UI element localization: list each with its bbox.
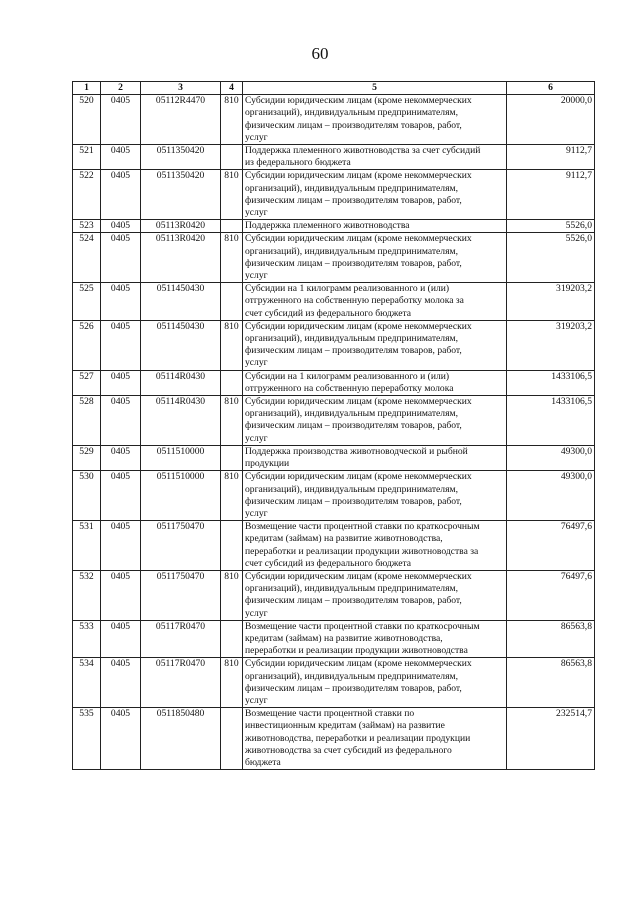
target-article-code: 0511450430 bbox=[141, 283, 221, 321]
table-row bbox=[73, 396, 595, 446]
item-name-line: физическим лицам – производителям товаров, работ, bbox=[245, 119, 462, 131]
amount: 49300,0 bbox=[507, 471, 595, 521]
item-name-line: животноводства, переработки и реализации продукции bbox=[245, 732, 471, 744]
table-row bbox=[73, 620, 595, 658]
item-name-line: инвестиционным кредитам (займам) на развитие bbox=[245, 720, 445, 732]
item-name-line: физическим лицам – производителям товаров, работ, bbox=[245, 595, 462, 607]
amount: 86563,8 bbox=[507, 658, 595, 708]
table-row bbox=[73, 220, 595, 233]
item-name-line: организаций), индивидуальным предпринимателям, bbox=[245, 483, 458, 495]
item-name-line: животноводства за счет субсидий из федерального bbox=[245, 744, 452, 756]
target-article-code: 05112R4470 bbox=[141, 95, 221, 145]
item-name-line: продукции bbox=[245, 458, 290, 470]
amount: 76497,6 bbox=[507, 570, 595, 620]
amount: 5526,0 bbox=[507, 233, 595, 283]
row-number: 535 bbox=[73, 708, 101, 770]
item-name-line: счет субсидий из федерального бюджета bbox=[245, 307, 412, 319]
row-number: 530 bbox=[73, 471, 101, 521]
item-name-line: Поддержка производства животноводческой и рыбной bbox=[245, 445, 468, 457]
item-name bbox=[243, 370, 507, 395]
section-code: 0405 bbox=[101, 370, 141, 395]
item-name-line: физическим лицам – производителям товаров, работ, bbox=[245, 194, 462, 206]
expense-type-code: 810 bbox=[221, 95, 243, 145]
expense-type-code bbox=[221, 283, 243, 321]
row-number: 534 bbox=[73, 658, 101, 708]
row-number: 526 bbox=[73, 320, 101, 370]
item-name-line: Субсидии на 1 килограмм реализованного и (или) bbox=[245, 283, 450, 295]
table-row bbox=[73, 233, 595, 283]
item-name-line: переработки и реализации продукции животноводства bbox=[245, 645, 468, 657]
item-name bbox=[243, 220, 507, 233]
table-row bbox=[73, 445, 595, 470]
expense-type-code bbox=[221, 220, 243, 233]
item-name-line: Субсидии юридическим лицам (кроме некоммерческих bbox=[245, 471, 472, 483]
target-article-code: 0511450430 bbox=[141, 320, 221, 370]
amount: 1433106,5 bbox=[507, 370, 595, 395]
item-name-line: Субсидии юридическим лицам (кроме некоммерческих bbox=[245, 233, 472, 245]
row-number: 520 bbox=[73, 95, 101, 145]
row-number: 533 bbox=[73, 620, 101, 658]
table-row bbox=[73, 95, 595, 145]
expense-type-code bbox=[221, 708, 243, 770]
row-number: 527 bbox=[73, 370, 101, 395]
expense-type-code bbox=[221, 521, 243, 571]
item-name bbox=[243, 570, 507, 620]
expense-type-code: 810 bbox=[221, 570, 243, 620]
expense-type-code: 810 bbox=[221, 320, 243, 370]
column-header: 4 bbox=[221, 82, 243, 95]
item-name-line: Возмещение части процентной ставки по краткосрочным bbox=[245, 620, 480, 632]
item-name-line: счет субсидий из федерального бюджета bbox=[245, 557, 412, 569]
amount: 86563,8 bbox=[507, 620, 595, 658]
section-code: 0405 bbox=[101, 283, 141, 321]
item-name-line: организаций), индивидуальным предпринимателям, bbox=[245, 245, 458, 257]
expense-type-code bbox=[221, 445, 243, 470]
amount: 49300,0 bbox=[507, 445, 595, 470]
target-article-code: 0511350420 bbox=[141, 145, 221, 170]
item-name-line: Субсидии юридическим лицам (кроме некоммерческих bbox=[245, 570, 472, 582]
item-name-line: организаций), индивидуальным предпринимателям, bbox=[245, 670, 458, 682]
item-name-line: физическим лицам – производителям товаров, работ, bbox=[245, 345, 462, 357]
item-name-line: отгруженного на собственную переработку молока за bbox=[245, 295, 464, 307]
row-number: 531 bbox=[73, 521, 101, 571]
item-name bbox=[243, 233, 507, 283]
section-code: 0405 bbox=[101, 620, 141, 658]
row-number: 521 bbox=[73, 145, 101, 170]
target-article-code: 0511510000 bbox=[141, 471, 221, 521]
row-number: 528 bbox=[73, 396, 101, 446]
section-code: 0405 bbox=[101, 570, 141, 620]
row-number: 532 bbox=[73, 570, 101, 620]
section-code: 0405 bbox=[101, 95, 141, 145]
column-header: 2 bbox=[101, 82, 141, 95]
expense-type-code: 810 bbox=[221, 396, 243, 446]
target-article-code: 05114R0430 bbox=[141, 370, 221, 395]
table-row bbox=[73, 283, 595, 321]
row-number: 525 bbox=[73, 283, 101, 321]
table-row bbox=[73, 471, 595, 521]
item-name bbox=[243, 145, 507, 170]
item-name-line: услуг bbox=[245, 694, 268, 706]
item-name-line: Субсидии юридическим лицам (кроме некоммерческих bbox=[245, 396, 472, 408]
amount: 76497,6 bbox=[507, 521, 595, 571]
amount: 9112,7 bbox=[507, 145, 595, 170]
page-number: 60 bbox=[311, 44, 329, 63]
item-name bbox=[243, 658, 507, 708]
section-code: 0405 bbox=[101, 220, 141, 233]
expense-type-code bbox=[221, 620, 243, 658]
item-name bbox=[243, 283, 507, 321]
amount: 319203,2 bbox=[507, 320, 595, 370]
item-name bbox=[243, 708, 507, 770]
table-row bbox=[73, 708, 595, 770]
column-header: 3 bbox=[141, 82, 221, 95]
item-name-line: услуг bbox=[245, 131, 268, 143]
section-code: 0405 bbox=[101, 145, 141, 170]
item-name-line: услуг bbox=[245, 357, 268, 369]
target-article-code: 05114R0430 bbox=[141, 396, 221, 446]
table-row bbox=[73, 170, 595, 220]
section-code: 0405 bbox=[101, 233, 141, 283]
expense-type-code bbox=[221, 370, 243, 395]
row-number: 523 bbox=[73, 220, 101, 233]
table-row bbox=[73, 145, 595, 170]
item-name-line: организаций), индивидуальным предпринимателям, bbox=[245, 107, 458, 119]
target-article-code: 0511850480 bbox=[141, 708, 221, 770]
row-number: 529 bbox=[73, 445, 101, 470]
section-code: 0405 bbox=[101, 708, 141, 770]
item-name-line: физическим лицам – производителям товаров, работ, bbox=[245, 495, 462, 507]
section-code: 0405 bbox=[101, 396, 141, 446]
column-header: 1 bbox=[73, 82, 101, 95]
item-name-line: физическим лицам – производителям товаров, работ, bbox=[245, 682, 462, 694]
expense-type-code: 810 bbox=[221, 658, 243, 708]
amount: 20000,0 bbox=[507, 95, 595, 145]
item-name-line: организаций), индивидуальным предпринимателям, bbox=[245, 182, 458, 194]
table-header-row bbox=[73, 82, 595, 95]
item-name-line: Субсидии юридическим лицам (кроме некоммерческих bbox=[245, 320, 472, 332]
item-name-line: Субсидии юридическим лицам (кроме некоммерческих bbox=[245, 95, 472, 107]
table-row bbox=[73, 370, 595, 395]
item-name-line: организаций), индивидуальным предпринимателям, bbox=[245, 583, 458, 595]
item-name-line: услуг bbox=[245, 607, 268, 619]
item-name-line: Возмещение части процентной ставки по краткосрочным bbox=[245, 521, 480, 533]
column-header: 6 bbox=[507, 82, 595, 95]
item-name bbox=[243, 445, 507, 470]
item-name-line: услуг bbox=[245, 270, 268, 282]
item-name-line: бюджета bbox=[245, 756, 281, 768]
section-code: 0405 bbox=[101, 521, 141, 571]
item-name-line: кредитам (займам) на развитие животноводства, bbox=[245, 533, 443, 545]
amount: 9112,7 bbox=[507, 170, 595, 220]
section-code: 0405 bbox=[101, 471, 141, 521]
item-name-line: Субсидии юридическим лицам (кроме некоммерческих bbox=[245, 658, 472, 670]
item-name bbox=[243, 471, 507, 521]
item-name bbox=[243, 170, 507, 220]
row-number: 524 bbox=[73, 233, 101, 283]
item-name-line: Субсидии на 1 килограмм реализованного и (или) bbox=[245, 370, 450, 382]
item-name bbox=[243, 95, 507, 145]
expense-type-code bbox=[221, 145, 243, 170]
target-article-code: 0511750470 bbox=[141, 570, 221, 620]
table-row bbox=[73, 658, 595, 708]
item-name-line: Субсидии юридическим лицам (кроме некоммерческих bbox=[245, 170, 472, 182]
expense-type-code: 810 bbox=[221, 233, 243, 283]
column-header: 5 bbox=[243, 82, 507, 95]
item-name-line: отгруженного на собственную переработку молока bbox=[245, 382, 454, 394]
item-name-line: из федерального бюджета bbox=[245, 157, 351, 169]
item-name-line: Возмещение части процентной ставки по bbox=[245, 708, 415, 720]
target-article-code: 05113R0420 bbox=[141, 233, 221, 283]
item-name-line: организаций), индивидуальным предпринимателям, bbox=[245, 408, 458, 420]
item-name-line: переработки и реализации продукции животноводства за bbox=[245, 545, 479, 557]
amount: 232514,7 bbox=[507, 708, 595, 770]
row-number: 522 bbox=[73, 170, 101, 220]
budget-table bbox=[72, 81, 595, 770]
section-code: 0405 bbox=[101, 658, 141, 708]
target-article-code: 0511750470 bbox=[141, 521, 221, 571]
target-article-code: 05117R0470 bbox=[141, 658, 221, 708]
table-row bbox=[73, 570, 595, 620]
target-article-code: 0511350420 bbox=[141, 170, 221, 220]
item-name bbox=[243, 620, 507, 658]
section-code: 0405 bbox=[101, 320, 141, 370]
item-name-line: услуг bbox=[245, 507, 268, 519]
item-name bbox=[243, 320, 507, 370]
target-article-code: 05113R0420 bbox=[141, 220, 221, 233]
amount: 5526,0 bbox=[507, 220, 595, 233]
table-row bbox=[73, 320, 595, 370]
target-article-code: 05117R0470 bbox=[141, 620, 221, 658]
item-name bbox=[243, 521, 507, 571]
target-article-code: 0511510000 bbox=[141, 445, 221, 470]
item-name-line: Поддержка племенного животноводства за счет субсидий bbox=[245, 145, 481, 157]
amount: 319203,2 bbox=[507, 283, 595, 321]
amount: 1433106,5 bbox=[507, 396, 595, 446]
item-name-line: физическим лицам – производителям товаров, работ, bbox=[245, 420, 462, 432]
item-name-line: физическим лицам – производителям товаров, работ, bbox=[245, 257, 462, 269]
expense-type-code: 810 bbox=[221, 471, 243, 521]
item-name-line: услуг bbox=[245, 432, 268, 444]
item-name-line: кредитам (займам) на развитие животноводства, bbox=[245, 632, 443, 644]
section-code: 0405 bbox=[101, 445, 141, 470]
table-row bbox=[73, 521, 595, 571]
item-name bbox=[243, 396, 507, 446]
table-body bbox=[73, 95, 595, 770]
section-code: 0405 bbox=[101, 170, 141, 220]
expense-type-code: 810 bbox=[221, 170, 243, 220]
item-name-line: Поддержка племенного животноводства bbox=[245, 220, 410, 232]
item-name-line: организаций), индивидуальным предпринимателям, bbox=[245, 333, 458, 345]
item-name-line: услуг bbox=[245, 207, 268, 219]
